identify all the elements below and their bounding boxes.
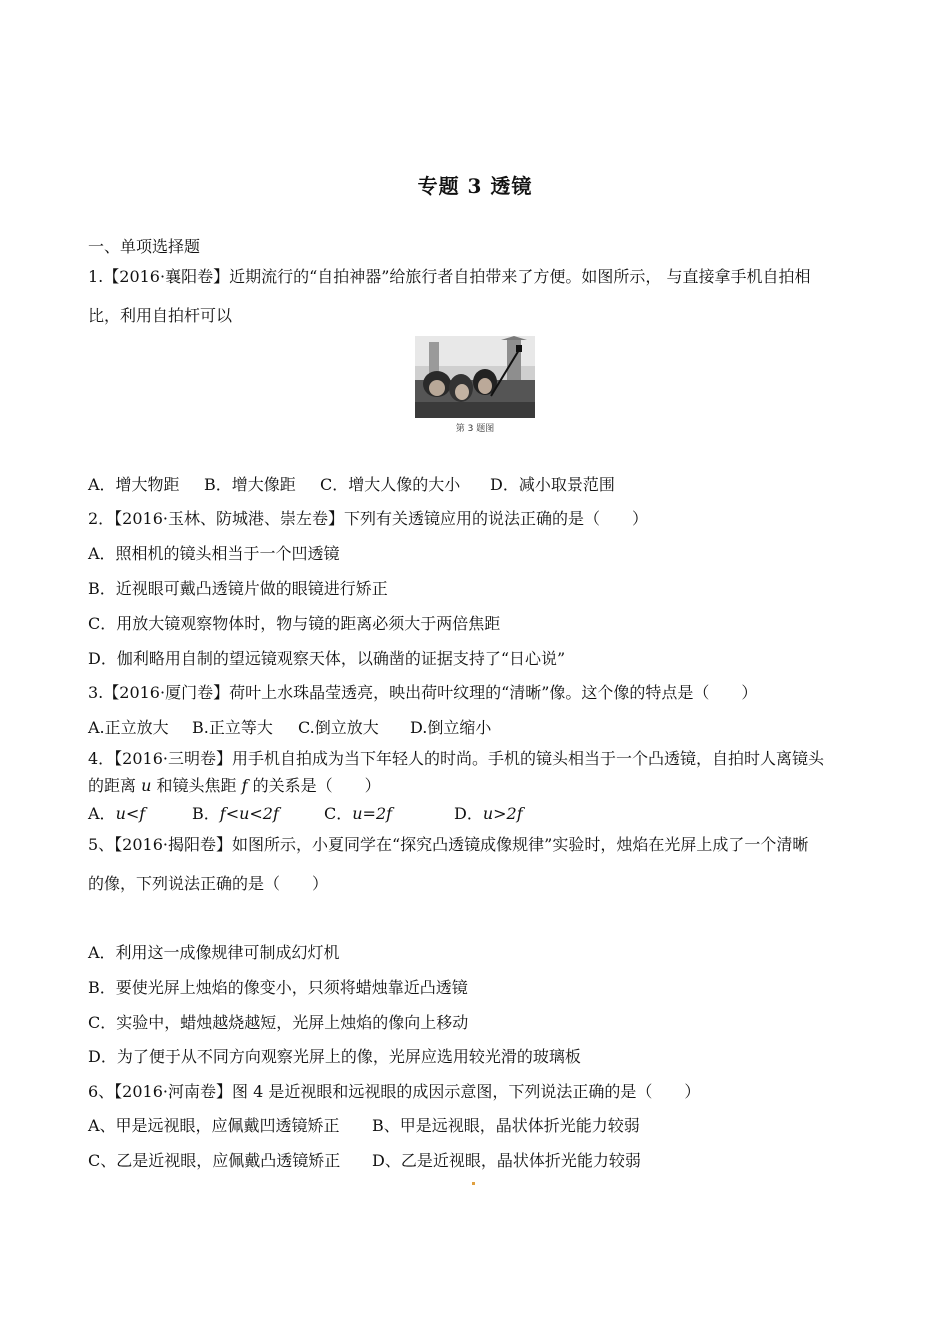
q5-option-c: C．实验中，蜡烛越烧越短，光屏上烛焰的像向上移动 xyxy=(88,1013,469,1032)
q5-option-a: A．利用这一成像规律可制成幻灯机 xyxy=(88,943,340,962)
section-heading: 一、单项选择题 xyxy=(88,237,201,256)
q1-option-a: A．增大物距 xyxy=(88,475,180,494)
decorative-dot xyxy=(472,1182,475,1185)
q4-option-c: C．u=2f xyxy=(324,804,393,823)
q4-stem-line1: 4．【2016·三明卷】用手机自拍成为当下年轻人的时尚。手机的镜头相当于一个凸透镜，自拍时人离镜头 xyxy=(88,749,824,768)
q3-option-c: C.倒立放大 xyxy=(298,718,379,737)
figure-caption: 第 3 题图 xyxy=(455,424,495,434)
q3-options xyxy=(88,717,491,739)
q1-stem-line2: 比，利用自拍杆可以 xyxy=(88,306,233,325)
q6-option-c: C、乙是近视眼，应佩戴凸透镜矫正 xyxy=(88,1151,341,1170)
q5-stem-line1: 5、【2016·揭阳卷】如图所示，小夏同学在“探究凸透镜成像规律”实验时，烛焰在光屏上成了一个清晰 xyxy=(88,835,809,854)
q3-option-b: B.正立等大 xyxy=(192,718,273,737)
q3-stem: 3.【2016·厦门卷】荷叶上水珠晶莹透亮，映出荷叶纹理的“清晰”像。这个像的特点是（ ） xyxy=(88,683,758,702)
q4-options xyxy=(88,803,523,825)
q1-stem-line1: 1.【2016·襄阳卷】近期流行的“自拍神器”给旅行者自拍带来了方便。如图所示， 与直接拿手机自拍相 xyxy=(88,267,811,286)
q5-option-b: B．要使光屏上烛焰的像变小，只须将蜡烛靠近凸透镜 xyxy=(88,978,468,997)
q6-option-a: A、甲是远视眼，应佩戴凹透镜矫正 xyxy=(88,1116,340,1135)
q4-option-b: B．f<u<2f xyxy=(192,804,279,823)
page-title: 专题 3 透镜 xyxy=(417,174,533,198)
selfie-photo-image xyxy=(415,336,535,418)
q2-option-a: A．照相机的镜头相当于一个凹透镜 xyxy=(88,544,340,563)
q4-option-d: D．u>2f xyxy=(454,804,523,823)
q1-option-d: D．减小取景范围 xyxy=(490,475,615,494)
q1-option-c: C．增大人像的大小 xyxy=(320,475,461,494)
q4-stem-line2: 的距离 u 和镜头焦距 f 的关系是（ ） xyxy=(88,776,381,795)
q6-option-d: D、乙是近视眼，晶状体折光能力较弱 xyxy=(372,1151,641,1170)
q5-option-d: D．为了便于从不同方向观察光屏上的像，光屏应选用较光滑的玻璃板 xyxy=(88,1047,581,1066)
q2-option-c: C．用放大镜观察物体时，物与镜的距离必须大于两倍焦距 xyxy=(88,614,501,633)
q2-option-d: D．伽利略用自制的望远镜观察天体，以确凿的证据支持了“日心说” xyxy=(88,649,566,668)
q2-option-b: B．近视眼可戴凸透镜片做的眼镜进行矫正 xyxy=(88,579,388,598)
q3-option-d: D.倒立缩小 xyxy=(410,718,492,737)
q3-option-a: A.正立放大 xyxy=(88,718,169,737)
q1-options xyxy=(88,474,615,496)
q4-var-f: f xyxy=(241,776,248,795)
q6-options-ab xyxy=(88,1115,640,1137)
q5-stem-line2: 的像，下列说法正确的是（ ） xyxy=(88,874,329,893)
q1-option-b: B．增大像距 xyxy=(204,475,296,494)
q6-option-b: B、甲是远视眼，晶状体折光能力较弱 xyxy=(372,1116,640,1135)
q6-stem: 6、【2016·河南卷】图 4 是近视眼和远视眼的成因示意图，下列说法正确的是（ ） xyxy=(88,1082,701,1101)
q4-var-u: u xyxy=(141,776,152,795)
q6-options-cd xyxy=(88,1150,641,1172)
q2-stem: 2．【2016·玉林、防城港、崇左卷】下列有关透镜应用的说法正确的是（ ） xyxy=(88,509,648,528)
q4-option-a: A．u<f xyxy=(88,804,146,823)
selfie-stick-figure xyxy=(415,336,535,436)
